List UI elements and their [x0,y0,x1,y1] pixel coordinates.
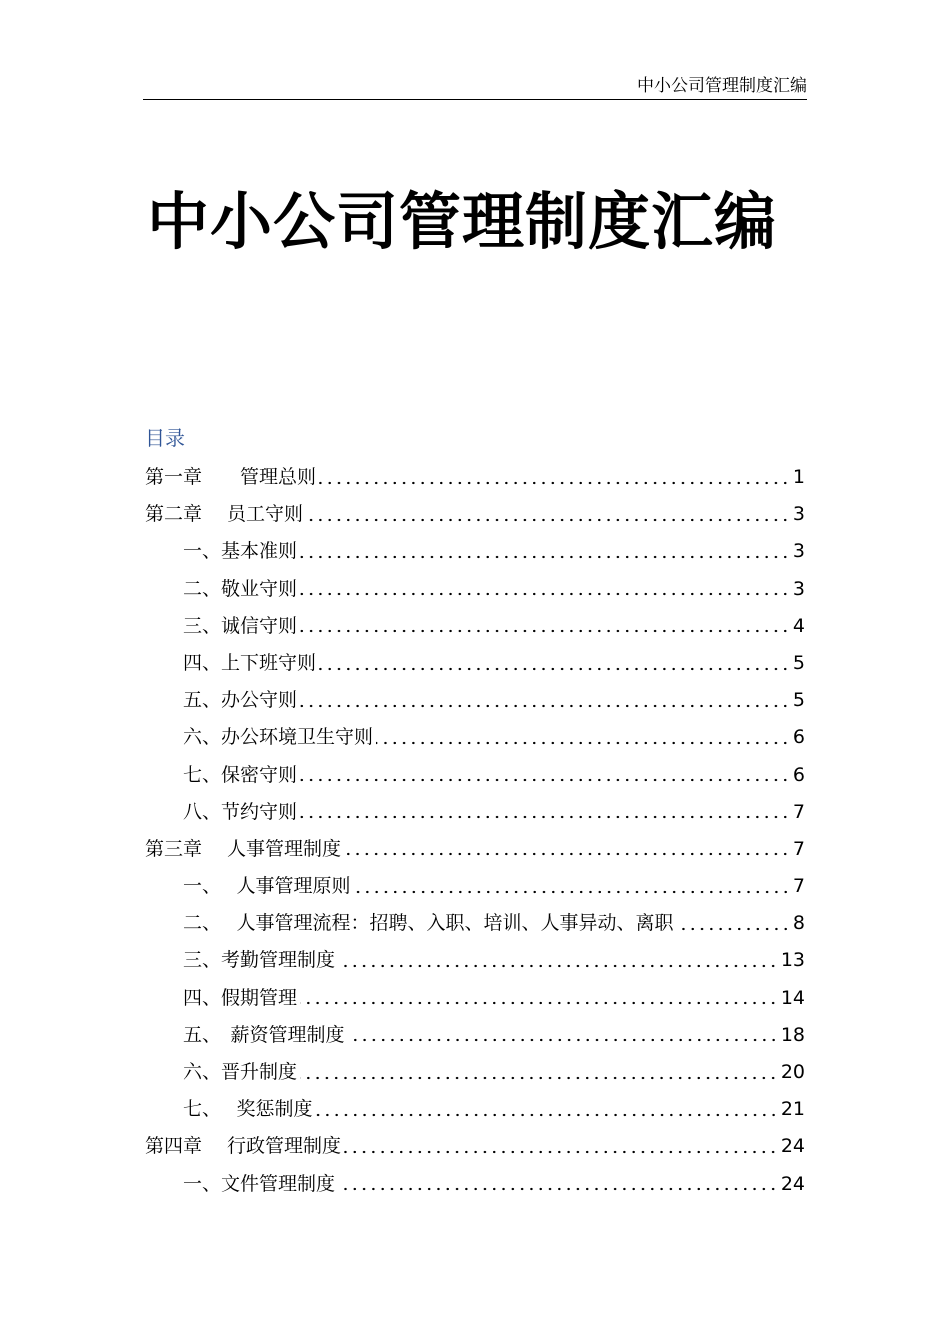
toc-entry-label: 一、文件管理制度 [183,1172,336,1195]
toc-entry-label: 五、办公守则 [183,689,298,712]
toc-page-number: 7 [792,837,805,860]
toc-section-entry[interactable] [145,608,805,645]
toc-chapter-entry[interactable] [145,1128,805,1165]
toc-entry-label: 四、假期管理 [183,986,298,1009]
toc-page-number: 6 [792,726,805,749]
toc-section-entry[interactable] [145,1017,805,1054]
toc-entry-label: 第一章 管理总则 [145,466,317,488]
toc-entry-label: 二、敬业守则 [183,577,298,600]
toc-dot-leader [344,850,790,858]
toc-entry-label: 八、节约守则 [183,800,298,823]
toc-page-number: 5 [792,651,805,674]
toc-chapter-entry[interactable] [145,496,805,533]
toc-dot-leader [319,665,790,673]
toc-page-number: 4 [792,614,805,637]
toc-dot-leader [376,739,790,747]
toc-page-number: 1 [792,466,805,488]
toc-page-number: 3 [792,577,805,600]
toc-page-number: 24 [780,1135,805,1158]
toc-entry-label: 一、 人事管理原则 [183,875,351,898]
toc-section-entry[interactable] [145,1054,805,1091]
toc-section-entry[interactable] [145,682,805,719]
toc-section-entry[interactable] [145,757,805,794]
toc-entry-label: 二、 人事管理流程：招聘、入职、培训、人事异动、离职 [183,912,674,935]
toc-heading[interactable]: 目录 [145,426,185,450]
toc-page-number: 7 [792,800,805,823]
toc-dot-leader [348,1036,778,1044]
toc-entry-label: 六、晋升制度 [183,1061,298,1083]
toc-section-entry[interactable] [145,571,805,608]
toc-section-entry[interactable] [145,980,805,1017]
toc-entry-label: 第二章 员工守则 [145,503,304,526]
toc-page-number: 20 [780,1061,805,1083]
toc-entry-label: 七、保密守则 [183,763,298,786]
toc-entry-label: 六、办公环境卫生守则 [183,726,374,749]
toc-dot-leader [300,627,790,635]
toc-dot-leader [316,1111,778,1119]
toc-page-number: 3 [792,540,805,563]
toc-dot-leader [300,776,790,784]
toc-section-entry[interactable] [145,719,805,756]
toc-page-number: 24 [780,1172,805,1195]
toc-section-entry[interactable] [145,905,805,942]
toc-chapter-entry[interactable] [145,459,805,496]
toc-section-entry[interactable] [145,868,805,905]
toc-section-entry[interactable] [145,1166,805,1203]
toc-page-number: 18 [780,1023,805,1046]
toc-page-number: 6 [792,763,805,786]
toc-section-entry[interactable] [145,794,805,831]
toc-entry-label: 四、上下班守则 [183,651,317,674]
toc-entry-label: 三、考勤管理制度 [183,949,336,972]
toc-dot-leader [306,516,790,524]
running-header-title: 中小公司管理制度汇编 [637,76,807,96]
toc-dot-leader [300,702,790,710]
toc-page-number: 21 [780,1098,805,1121]
toc-section-entry[interactable] [145,1091,805,1128]
toc-dot-leader [300,553,790,561]
toc-entry-label: 七、 奖惩制度 [183,1098,313,1121]
toc-dot-leader [300,590,790,598]
toc-dot-leader [300,813,790,821]
page-header [143,74,807,100]
toc-section-entry[interactable] [145,645,805,682]
toc-page-number: 8 [792,912,805,935]
toc-page-number: 3 [792,503,805,526]
document-title: 中小公司管理制度汇编 [147,185,778,258]
toc-dot-leader [344,1148,778,1156]
toc-page-number: 14 [780,986,805,1009]
toc-entry-label: 第四章 行政管理制度 [145,1135,342,1158]
toc-dot-leader [354,888,790,896]
toc-entry-label: 第三章 人事管理制度 [145,837,342,860]
toc-dot-leader [319,479,790,487]
toc-entry-label: 三、诚信守则 [183,614,298,637]
toc-page-number: 7 [792,875,805,898]
toc-entry-label: 五、 薪资管理制度 [183,1023,345,1046]
toc-entry-label: 一、基本准则 [183,540,298,563]
toc-dot-leader [300,999,778,1007]
toc-page-number: 5 [792,689,805,712]
toc-section-entry[interactable] [145,533,805,570]
toc-section-entry[interactable] [145,942,805,979]
table-of-contents [145,459,805,1203]
toc-dot-leader [338,962,778,970]
toc-page-number: 13 [780,949,805,972]
toc-chapter-entry[interactable] [145,831,805,868]
toc-dot-leader [677,925,790,933]
toc-dot-leader [300,1074,778,1082]
toc-dot-leader [338,1185,778,1193]
